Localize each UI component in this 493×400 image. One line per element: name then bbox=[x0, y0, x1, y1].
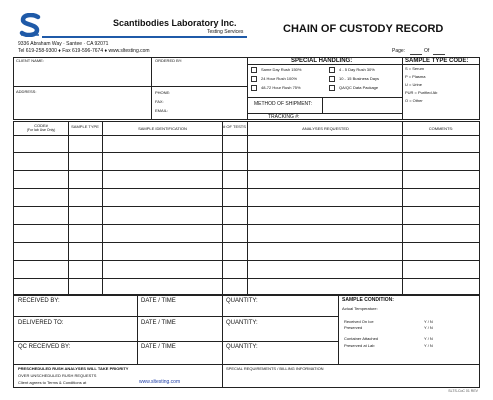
form-title: CHAIN OF CUSTODY RECORD bbox=[283, 23, 444, 35]
sample-type-title: SAMPLE TYPE CODE: bbox=[405, 58, 469, 64]
preserved-at-lab-yn[interactable]: Y / N bbox=[424, 343, 433, 348]
client-name-label: CLIENT NAME: bbox=[16, 58, 44, 63]
table-row[interactable] bbox=[13, 206, 480, 207]
phone-label: PHONE: bbox=[155, 90, 171, 95]
client-name-field[interactable] bbox=[16, 64, 148, 84]
header-rule bbox=[42, 36, 247, 38]
table-row[interactable] bbox=[13, 224, 480, 225]
page-label: Page: bbox=[392, 48, 406, 54]
code-header: CODE# bbox=[34, 123, 48, 128]
delivered-quantity-label: QUANTITY: bbox=[226, 320, 258, 326]
delivered-date-label: DATE / TIME bbox=[141, 320, 176, 326]
company-division: Testing Services bbox=[207, 29, 244, 35]
company-contact: Tel 619-258-9300 ♦ Fax 619-596-7674 ♦ www.sltesting.com bbox=[18, 48, 150, 54]
ordered-by-field[interactable] bbox=[155, 64, 245, 84]
received-by-label: RECEIVED BY: bbox=[18, 298, 60, 304]
delivered-to-label: DELIVERED TO: bbox=[18, 320, 64, 326]
business-10-15-checkbox[interactable] bbox=[329, 76, 335, 82]
rush-24-hour-label: 24 Hour Rush 100% bbox=[261, 76, 298, 81]
page-number-field[interactable] bbox=[410, 54, 422, 55]
qc-date-label: DATE / TIME bbox=[141, 344, 176, 350]
received-quantity-label: QUANTITY: bbox=[226, 298, 258, 304]
company-name: Scantibodies Laboratory Inc. bbox=[113, 18, 237, 28]
method-of-shipment-field[interactable] bbox=[325, 99, 400, 111]
rush-4-5-day-label: 4 - 5 Day Rush 30% bbox=[339, 67, 375, 72]
fax-label: FAX: bbox=[155, 99, 164, 104]
preserved-at-lab-label: Preserved at Lab bbox=[344, 343, 375, 348]
sample-type-code: P = Plasma bbox=[405, 74, 426, 79]
priority-notice-continued: OVER UNSCHEDULED RUSH REQUESTS bbox=[18, 373, 97, 378]
qa-qc-package-checkbox[interactable] bbox=[329, 85, 335, 91]
special-requirements-field[interactable] bbox=[224, 373, 478, 387]
received-on-ice-yn[interactable]: Y / N bbox=[424, 319, 433, 324]
terms-link[interactable]: www.sltesting.com bbox=[139, 379, 181, 385]
table-row[interactable] bbox=[13, 188, 480, 189]
analyses-requested-header: ANALYSES REQUESTED bbox=[302, 126, 349, 131]
comments-header: COMMENTS: bbox=[428, 126, 454, 131]
qc-quantity-label: QUANTITY: bbox=[226, 344, 258, 350]
tracking-label: TRACKING #: bbox=[268, 114, 300, 120]
special-handling-title: SPECIAL HANDLING: bbox=[291, 58, 353, 64]
container-attached-label: Container Attached bbox=[344, 336, 379, 341]
method-of-shipment-label: METHOD OF SHIPMENT: bbox=[254, 101, 313, 107]
email-label: EMAIL: bbox=[155, 108, 169, 113]
sample-type-code: S = Serum bbox=[405, 66, 425, 71]
preserved-label: Preserved bbox=[344, 325, 363, 330]
table-row[interactable] bbox=[13, 170, 480, 171]
container-attached-yn[interactable]: Y / N bbox=[424, 336, 433, 341]
address-field[interactable] bbox=[16, 95, 148, 118]
company-logo bbox=[19, 13, 41, 37]
sample-type-code: U = Urine bbox=[405, 82, 423, 87]
address-label: ADDRESS: bbox=[16, 89, 37, 94]
sample-type-code: PUR = Purified Ab bbox=[405, 90, 438, 95]
sample-type-code: O = Other bbox=[405, 98, 423, 103]
company-address: 9336 Abraham Way · Santee · CA 92071 bbox=[18, 41, 109, 47]
special-requirements-label: SPECIAL REQUIREMENTS / BILLING INFORMATION bbox=[226, 366, 324, 371]
form-code: SLTS-CoC 01 REV bbox=[448, 389, 478, 393]
sample-type-header: SAMPLE TYPE bbox=[71, 124, 99, 129]
rush-same-day-checkbox[interactable] bbox=[251, 67, 257, 73]
priority-notice: PRESCHEDULED RUSH ANALYSES WILL TAKE PRIORITY bbox=[18, 366, 129, 371]
table-row[interactable] bbox=[13, 152, 480, 153]
received-date-label: DATE / TIME bbox=[141, 298, 176, 304]
num-tests-header: # OF TESTS bbox=[223, 124, 246, 129]
received-on-ice-label: Received On Ice bbox=[344, 319, 374, 324]
table-row[interactable] bbox=[13, 260, 480, 261]
rush-48-72-hour-checkbox[interactable] bbox=[251, 85, 257, 91]
sample-identification-header: SAMPLE IDENTIFICATION bbox=[138, 126, 187, 131]
table-row[interactable] bbox=[13, 278, 480, 279]
qa-qc-package-label: QA/QC Data Package bbox=[339, 85, 379, 90]
actual-temperature-label: Actual Temperature: bbox=[342, 306, 378, 311]
code-subheader: (For lab Use Only) bbox=[26, 128, 56, 132]
rush-same-day-label: Same Day Rush 150% bbox=[261, 67, 302, 72]
rush-48-72-hour-label: 48-72 Hour Rush 75% bbox=[261, 85, 301, 90]
sample-condition-title: SAMPLE CONDITION: bbox=[342, 297, 394, 303]
qc-received-by-label: QC RECEIVED BY: bbox=[18, 344, 71, 350]
preserved-yn[interactable]: Y / N bbox=[424, 325, 433, 330]
ordered-by-label: ORDERED BY: bbox=[155, 58, 183, 63]
terms-text: Client agrees to Terms & Conditions at bbox=[18, 380, 87, 385]
table-row[interactable] bbox=[13, 242, 480, 243]
page-of-label: Of bbox=[424, 48, 430, 54]
page-total-field[interactable] bbox=[433, 54, 445, 55]
rush-4-5-day-checkbox[interactable] bbox=[329, 67, 335, 73]
business-10-15-label: 10 - 15 Business Days bbox=[339, 76, 380, 81]
rush-24-hour-checkbox[interactable] bbox=[251, 76, 257, 82]
